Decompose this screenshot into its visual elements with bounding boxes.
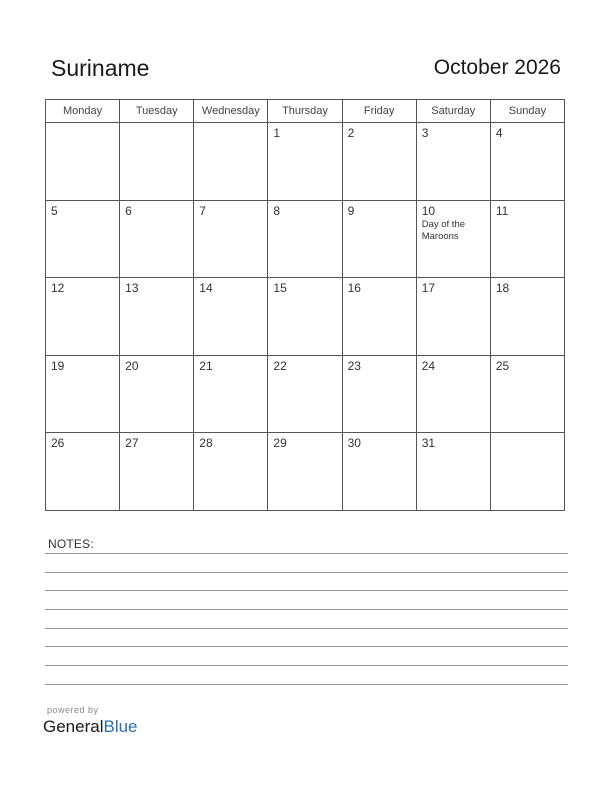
notes-label: NOTES: xyxy=(48,537,94,551)
weekday-header: Monday xyxy=(46,100,120,123)
day-cell xyxy=(46,355,120,433)
day-number: 27 xyxy=(125,436,139,451)
weekday-header: Wednesday xyxy=(194,100,268,123)
day-number: 18 xyxy=(495,281,510,296)
brand-blue-text: Blue xyxy=(103,717,138,736)
day-cell xyxy=(490,433,564,511)
calendar-grid xyxy=(45,99,565,511)
day-cell xyxy=(342,433,416,511)
day-cell xyxy=(416,123,490,201)
day-number: 20 xyxy=(125,358,139,373)
day-number: 24 xyxy=(421,358,436,373)
day-cell xyxy=(342,278,416,356)
day-cell xyxy=(46,433,120,511)
day-number: 2 xyxy=(347,126,355,140)
note-line xyxy=(45,646,568,647)
day-number: 30 xyxy=(347,436,361,451)
day-number: 1 xyxy=(273,126,281,140)
day-number: 21 xyxy=(199,358,213,373)
day-cell xyxy=(490,200,564,278)
note-line xyxy=(45,590,568,591)
day-cell xyxy=(416,433,490,511)
weekday-header: Saturday xyxy=(416,100,490,123)
week-row xyxy=(46,123,565,201)
day-cell xyxy=(342,123,416,201)
weekday-header-row xyxy=(46,100,565,123)
day-number: 14 xyxy=(199,281,213,296)
day-cell xyxy=(342,355,416,433)
day-cell xyxy=(120,200,194,278)
month-year-title: October 2026 xyxy=(433,56,561,79)
week-row xyxy=(46,200,565,278)
week-row xyxy=(46,278,565,356)
note-line xyxy=(45,684,568,685)
day-number: 28 xyxy=(199,436,213,451)
day-cell xyxy=(416,278,490,356)
note-line xyxy=(45,665,568,666)
day-cell xyxy=(268,200,342,278)
note-line xyxy=(45,609,568,610)
day-number: 4 xyxy=(495,126,503,140)
day-number: 31 xyxy=(421,436,436,451)
day-cell xyxy=(342,200,416,278)
day-cell xyxy=(194,200,268,278)
day-number: 17 xyxy=(421,281,436,296)
day-cell xyxy=(120,355,194,433)
day-number: 13 xyxy=(125,281,139,296)
powered-by-text: powered by xyxy=(47,705,99,715)
day-cell xyxy=(416,355,490,433)
day-number: 26 xyxy=(51,436,65,451)
day-cell xyxy=(490,355,564,433)
weekday-header: Tuesday xyxy=(120,100,194,123)
day-cell xyxy=(194,123,268,201)
day-cell xyxy=(194,278,268,356)
day-number: 7 xyxy=(199,203,206,218)
day-cell xyxy=(120,123,194,201)
holiday-label: Day of the Maroons xyxy=(421,218,466,242)
day-cell xyxy=(268,123,342,201)
day-number xyxy=(491,433,564,436)
day-cell xyxy=(490,123,564,201)
day-cell xyxy=(46,123,120,201)
day-number: 22 xyxy=(273,358,287,373)
weekday-header: Sunday xyxy=(490,100,564,123)
day-number: 12 xyxy=(51,281,65,296)
day-cell xyxy=(120,433,194,511)
day-cell xyxy=(46,200,120,278)
day-number xyxy=(194,123,267,126)
week-row xyxy=(46,355,565,433)
day-number: 10 xyxy=(421,203,436,218)
brand-general-text: General xyxy=(43,717,104,736)
note-line xyxy=(45,553,568,554)
week-row xyxy=(46,433,565,511)
day-number: 3 xyxy=(421,126,429,140)
day-cell xyxy=(268,433,342,511)
day-cell xyxy=(120,278,194,356)
day-number: 15 xyxy=(273,281,287,296)
day-cell xyxy=(268,355,342,433)
day-number: 6 xyxy=(125,203,132,218)
day-number: 29 xyxy=(273,436,287,451)
day-cell xyxy=(416,200,490,278)
day-cell xyxy=(46,278,120,356)
brand-logo xyxy=(43,717,138,737)
day-number xyxy=(46,123,119,126)
day-number: 11 xyxy=(495,203,509,218)
day-number: 19 xyxy=(51,358,65,373)
day-number: 25 xyxy=(495,358,510,373)
day-cell xyxy=(268,278,342,356)
calendar-body xyxy=(46,123,565,511)
weekday-header: Thursday xyxy=(268,100,342,123)
weekday-header: Friday xyxy=(342,100,416,123)
day-number: 23 xyxy=(347,358,361,373)
day-cell xyxy=(194,433,268,511)
day-number: 9 xyxy=(347,203,355,218)
note-line xyxy=(45,572,568,573)
day-cell xyxy=(194,355,268,433)
note-line xyxy=(45,628,568,629)
day-number: 8 xyxy=(273,203,281,218)
day-number xyxy=(120,123,193,126)
day-cell xyxy=(490,278,564,356)
day-number: 16 xyxy=(347,281,361,296)
day-number: 5 xyxy=(51,203,58,218)
country-title: Suriname xyxy=(51,55,150,81)
